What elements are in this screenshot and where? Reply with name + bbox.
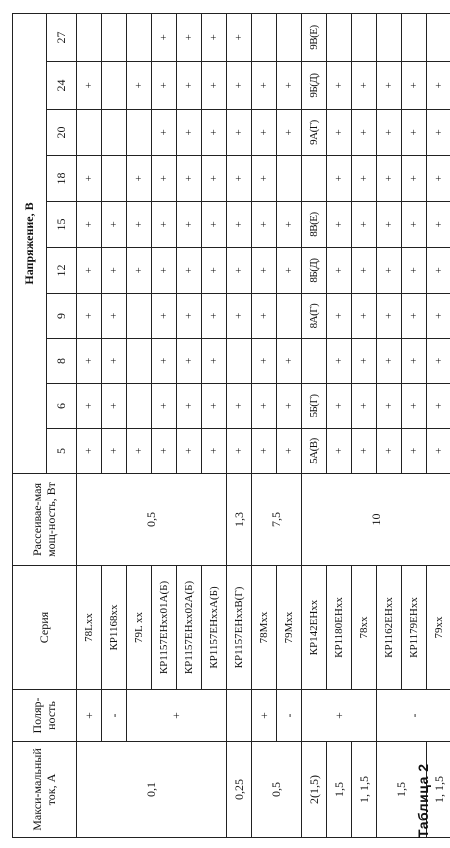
value-cell: + xyxy=(352,202,377,248)
value-cell: + xyxy=(402,294,427,339)
value-cell: + xyxy=(327,202,352,248)
value-cell: 8А(Г) xyxy=(302,294,327,339)
value-cell: + xyxy=(152,339,177,384)
value-cell: + xyxy=(427,62,450,110)
value-cell: + xyxy=(227,13,252,61)
value-cell: + xyxy=(352,248,377,294)
voltage-5: 5 xyxy=(47,429,77,474)
value-cell xyxy=(352,13,377,61)
polarity-cell: - xyxy=(277,690,302,742)
value-cell: + xyxy=(227,202,252,248)
value-cell: + xyxy=(327,62,352,110)
value-cell: + xyxy=(227,156,252,202)
polarity-cell: + xyxy=(127,690,227,742)
current-cell: 0,1 xyxy=(77,742,227,838)
series-cell: 78Mxx xyxy=(252,566,277,690)
value-cell: + xyxy=(202,429,227,474)
voltage-6: 6 xyxy=(47,384,77,429)
value-cell: + xyxy=(277,110,302,156)
value-cell: + xyxy=(402,156,427,202)
value-cell: + xyxy=(352,339,377,384)
value-cell: + xyxy=(177,294,202,339)
value-cell xyxy=(77,13,102,61)
current-cell: 0,25 xyxy=(227,742,252,838)
series-cell: 78Lxx xyxy=(77,566,102,690)
value-cell: + xyxy=(427,110,450,156)
value-cell: + xyxy=(177,429,202,474)
value-cell: + xyxy=(152,202,177,248)
value-cell: + xyxy=(127,248,152,294)
table-row xyxy=(227,13,252,837)
value-cell: + xyxy=(377,294,402,339)
value-cell: + xyxy=(252,384,277,429)
value-cell: + xyxy=(377,429,402,474)
value-cell: + xyxy=(202,156,227,202)
table-row xyxy=(77,13,102,837)
value-cell: + xyxy=(252,62,277,110)
series-cell: КР1162ЕНхх xyxy=(377,566,402,690)
value-cell: + xyxy=(127,62,152,110)
value-cell: + xyxy=(152,110,177,156)
polarity-cell: + xyxy=(252,690,277,742)
value-cell: + xyxy=(327,339,352,384)
value-cell: + xyxy=(427,202,450,248)
voltage-20: 20 xyxy=(47,110,77,156)
value-cell: + xyxy=(377,156,402,202)
power-cell: 10 xyxy=(302,474,450,566)
value-cell: + xyxy=(77,294,102,339)
value-cell: + xyxy=(227,294,252,339)
value-cell xyxy=(302,339,327,384)
value-cell: + xyxy=(277,202,302,248)
header-polarity: Поляр-ность xyxy=(13,690,77,742)
value-cell: + xyxy=(202,384,227,429)
value-cell: + xyxy=(352,294,377,339)
polarity-cell: - xyxy=(102,690,127,742)
value-cell: + xyxy=(352,110,377,156)
value-cell: + xyxy=(402,110,427,156)
voltage-8: 8 xyxy=(47,339,77,384)
value-cell: + xyxy=(377,202,402,248)
value-cell: 9Б(Д) xyxy=(302,62,327,110)
value-cell: + xyxy=(127,429,152,474)
value-cell: + xyxy=(377,339,402,384)
series-cell: 79Mxx xyxy=(277,566,302,690)
value-cell: + xyxy=(202,62,227,110)
value-cell: + xyxy=(77,202,102,248)
header-voltage: Напряжение, В xyxy=(13,13,47,473)
value-cell xyxy=(252,13,277,61)
value-cell: + xyxy=(177,156,202,202)
value-cell: + xyxy=(402,62,427,110)
value-cell: + xyxy=(327,294,352,339)
value-cell: + xyxy=(352,62,377,110)
value-cell: + xyxy=(427,294,450,339)
value-cell: + xyxy=(427,384,450,429)
header-series: Серия xyxy=(13,566,77,690)
value-cell: + xyxy=(77,248,102,294)
value-cell: + xyxy=(202,13,227,61)
value-cell xyxy=(302,156,327,202)
value-cell: + xyxy=(277,429,302,474)
value-cell: + xyxy=(202,110,227,156)
table-caption: Таблица 2 xyxy=(415,763,431,838)
series-cell: КР1157ЕНххА(Б) xyxy=(202,566,227,690)
value-cell: + xyxy=(277,248,302,294)
table-row xyxy=(302,13,327,837)
value-cell: + xyxy=(202,339,227,384)
value-cell: + xyxy=(252,339,277,384)
voltage-12: 12 xyxy=(47,248,77,294)
value-cell xyxy=(102,13,127,61)
series-cell: КР1168хх xyxy=(102,566,127,690)
value-cell: + xyxy=(427,156,450,202)
table-row xyxy=(252,13,277,837)
power-cell: 1,3 xyxy=(227,474,252,566)
value-cell: 9А(Г) xyxy=(302,110,327,156)
value-cell: + xyxy=(352,156,377,202)
value-cell: + xyxy=(252,202,277,248)
value-cell xyxy=(427,13,450,61)
value-cell: + xyxy=(152,13,177,61)
value-cell: + xyxy=(277,62,302,110)
current-cell: 0,5 xyxy=(252,742,302,838)
value-cell: + xyxy=(102,339,127,384)
power-cell: 7,5 xyxy=(252,474,302,566)
value-cell: + xyxy=(177,339,202,384)
value-cell: 9В(Е) xyxy=(302,13,327,61)
value-cell: + xyxy=(77,339,102,384)
value-cell xyxy=(127,294,152,339)
value-cell: + xyxy=(152,294,177,339)
value-cell: + xyxy=(227,248,252,294)
value-cell: + xyxy=(227,62,252,110)
value-cell xyxy=(377,13,402,61)
value-cell: + xyxy=(102,429,127,474)
series-cell: КР1157ЕНхх02А(Б) xyxy=(177,566,202,690)
value-cell xyxy=(102,62,127,110)
value-cell: + xyxy=(127,156,152,202)
current-cell: 2(1,5) xyxy=(302,742,327,838)
voltage-9: 9 xyxy=(47,294,77,339)
voltage-15: 15 xyxy=(47,202,77,248)
value-cell: + xyxy=(252,110,277,156)
value-cell: + xyxy=(427,339,450,384)
value-cell xyxy=(127,110,152,156)
value-cell: + xyxy=(152,62,177,110)
value-cell xyxy=(127,384,152,429)
value-cell: 8Б(Д) xyxy=(302,248,327,294)
value-cell: + xyxy=(127,202,152,248)
current-cell: 1,5 xyxy=(327,742,352,838)
series-cell: 79хх xyxy=(427,566,450,690)
value-cell xyxy=(127,13,152,61)
table-row xyxy=(277,13,302,837)
series-cell: КР1157ЕНххВ(Г) xyxy=(227,566,252,690)
value-cell: + xyxy=(177,384,202,429)
value-cell: + xyxy=(152,429,177,474)
value-cell: + xyxy=(327,110,352,156)
value-cell: + xyxy=(152,384,177,429)
value-cell: + xyxy=(77,62,102,110)
value-cell: + xyxy=(327,384,352,429)
polarity-cell xyxy=(227,690,252,742)
value-cell: + xyxy=(377,384,402,429)
value-cell: + xyxy=(352,429,377,474)
value-cell xyxy=(77,110,102,156)
value-cell: + xyxy=(202,202,227,248)
value-cell: + xyxy=(402,339,427,384)
series-cell: КР142ЕНхх xyxy=(302,566,327,690)
table-row xyxy=(102,13,127,837)
value-cell: 5А(В) xyxy=(302,429,327,474)
value-cell: + xyxy=(152,156,177,202)
value-cell xyxy=(277,13,302,61)
polarity-cell: + xyxy=(302,690,377,742)
current-cell: 1, 1,5 xyxy=(352,742,377,838)
value-cell: + xyxy=(177,110,202,156)
value-cell: + xyxy=(77,429,102,474)
value-cell: + xyxy=(227,429,252,474)
value-cell: + xyxy=(327,429,352,474)
current-cell: 1,5 xyxy=(377,742,427,838)
header-max-current: Макси-мальный ток, А xyxy=(13,742,77,838)
table-row xyxy=(127,13,152,837)
value-cell: + xyxy=(177,248,202,294)
value-cell xyxy=(227,339,252,384)
value-cell: + xyxy=(252,294,277,339)
value-cell: + xyxy=(402,202,427,248)
voltage-24: 24 xyxy=(47,62,77,110)
value-cell: + xyxy=(77,384,102,429)
regulator-table xyxy=(12,13,450,838)
value-cell: + xyxy=(102,202,127,248)
value-cell xyxy=(277,294,302,339)
value-cell: + xyxy=(77,156,102,202)
value-cell: + xyxy=(102,294,127,339)
value-cell: + xyxy=(102,384,127,429)
voltage-27: 27 xyxy=(47,13,77,61)
value-cell: 5Б(Г) xyxy=(302,384,327,429)
series-cell: 79L xx xyxy=(127,566,152,690)
polarity-cell: + xyxy=(77,690,102,742)
value-cell: + xyxy=(102,248,127,294)
value-cell: + xyxy=(352,384,377,429)
value-cell: + xyxy=(202,294,227,339)
value-cell: + xyxy=(252,248,277,294)
value-cell: + xyxy=(277,339,302,384)
power-cell: 0,5 xyxy=(77,474,227,566)
value-cell: + xyxy=(402,248,427,294)
value-cell: + xyxy=(402,429,427,474)
value-cell: + xyxy=(327,248,352,294)
value-cell: + xyxy=(427,429,450,474)
series-cell: 78хх xyxy=(352,566,377,690)
value-cell: + xyxy=(377,248,402,294)
value-cell xyxy=(102,110,127,156)
value-cell: + xyxy=(377,62,402,110)
value-cell xyxy=(402,13,427,61)
value-cell: + xyxy=(202,248,227,294)
value-cell: + xyxy=(377,110,402,156)
header-power: Рассеивае-мая мощ-ность, Вт xyxy=(13,474,77,566)
value-cell: + xyxy=(427,248,450,294)
value-cell: 8В(Е) xyxy=(302,202,327,248)
polarity-cell: - xyxy=(377,690,450,742)
value-cell: + xyxy=(327,156,352,202)
value-cell: + xyxy=(252,156,277,202)
value-cell: + xyxy=(227,110,252,156)
table-row xyxy=(377,13,402,837)
series-cell: КР1179ЕНхх xyxy=(402,566,427,690)
voltage-18: 18 xyxy=(47,156,77,202)
value-cell xyxy=(327,13,352,61)
value-cell: + xyxy=(252,429,277,474)
value-cell: + xyxy=(277,384,302,429)
value-cell xyxy=(127,339,152,384)
value-cell: + xyxy=(177,202,202,248)
value-cell xyxy=(277,156,302,202)
value-cell: + xyxy=(152,248,177,294)
value-cell: + xyxy=(402,384,427,429)
value-cell: + xyxy=(177,13,202,61)
series-cell: КР1180ЕНхх xyxy=(327,566,352,690)
value-cell: + xyxy=(227,384,252,429)
series-cell: КР1157ЕНхх01А(Б) xyxy=(152,566,177,690)
value-cell: + xyxy=(177,62,202,110)
value-cell xyxy=(102,156,127,202)
current-cell: 1, 1,5 xyxy=(427,742,450,838)
